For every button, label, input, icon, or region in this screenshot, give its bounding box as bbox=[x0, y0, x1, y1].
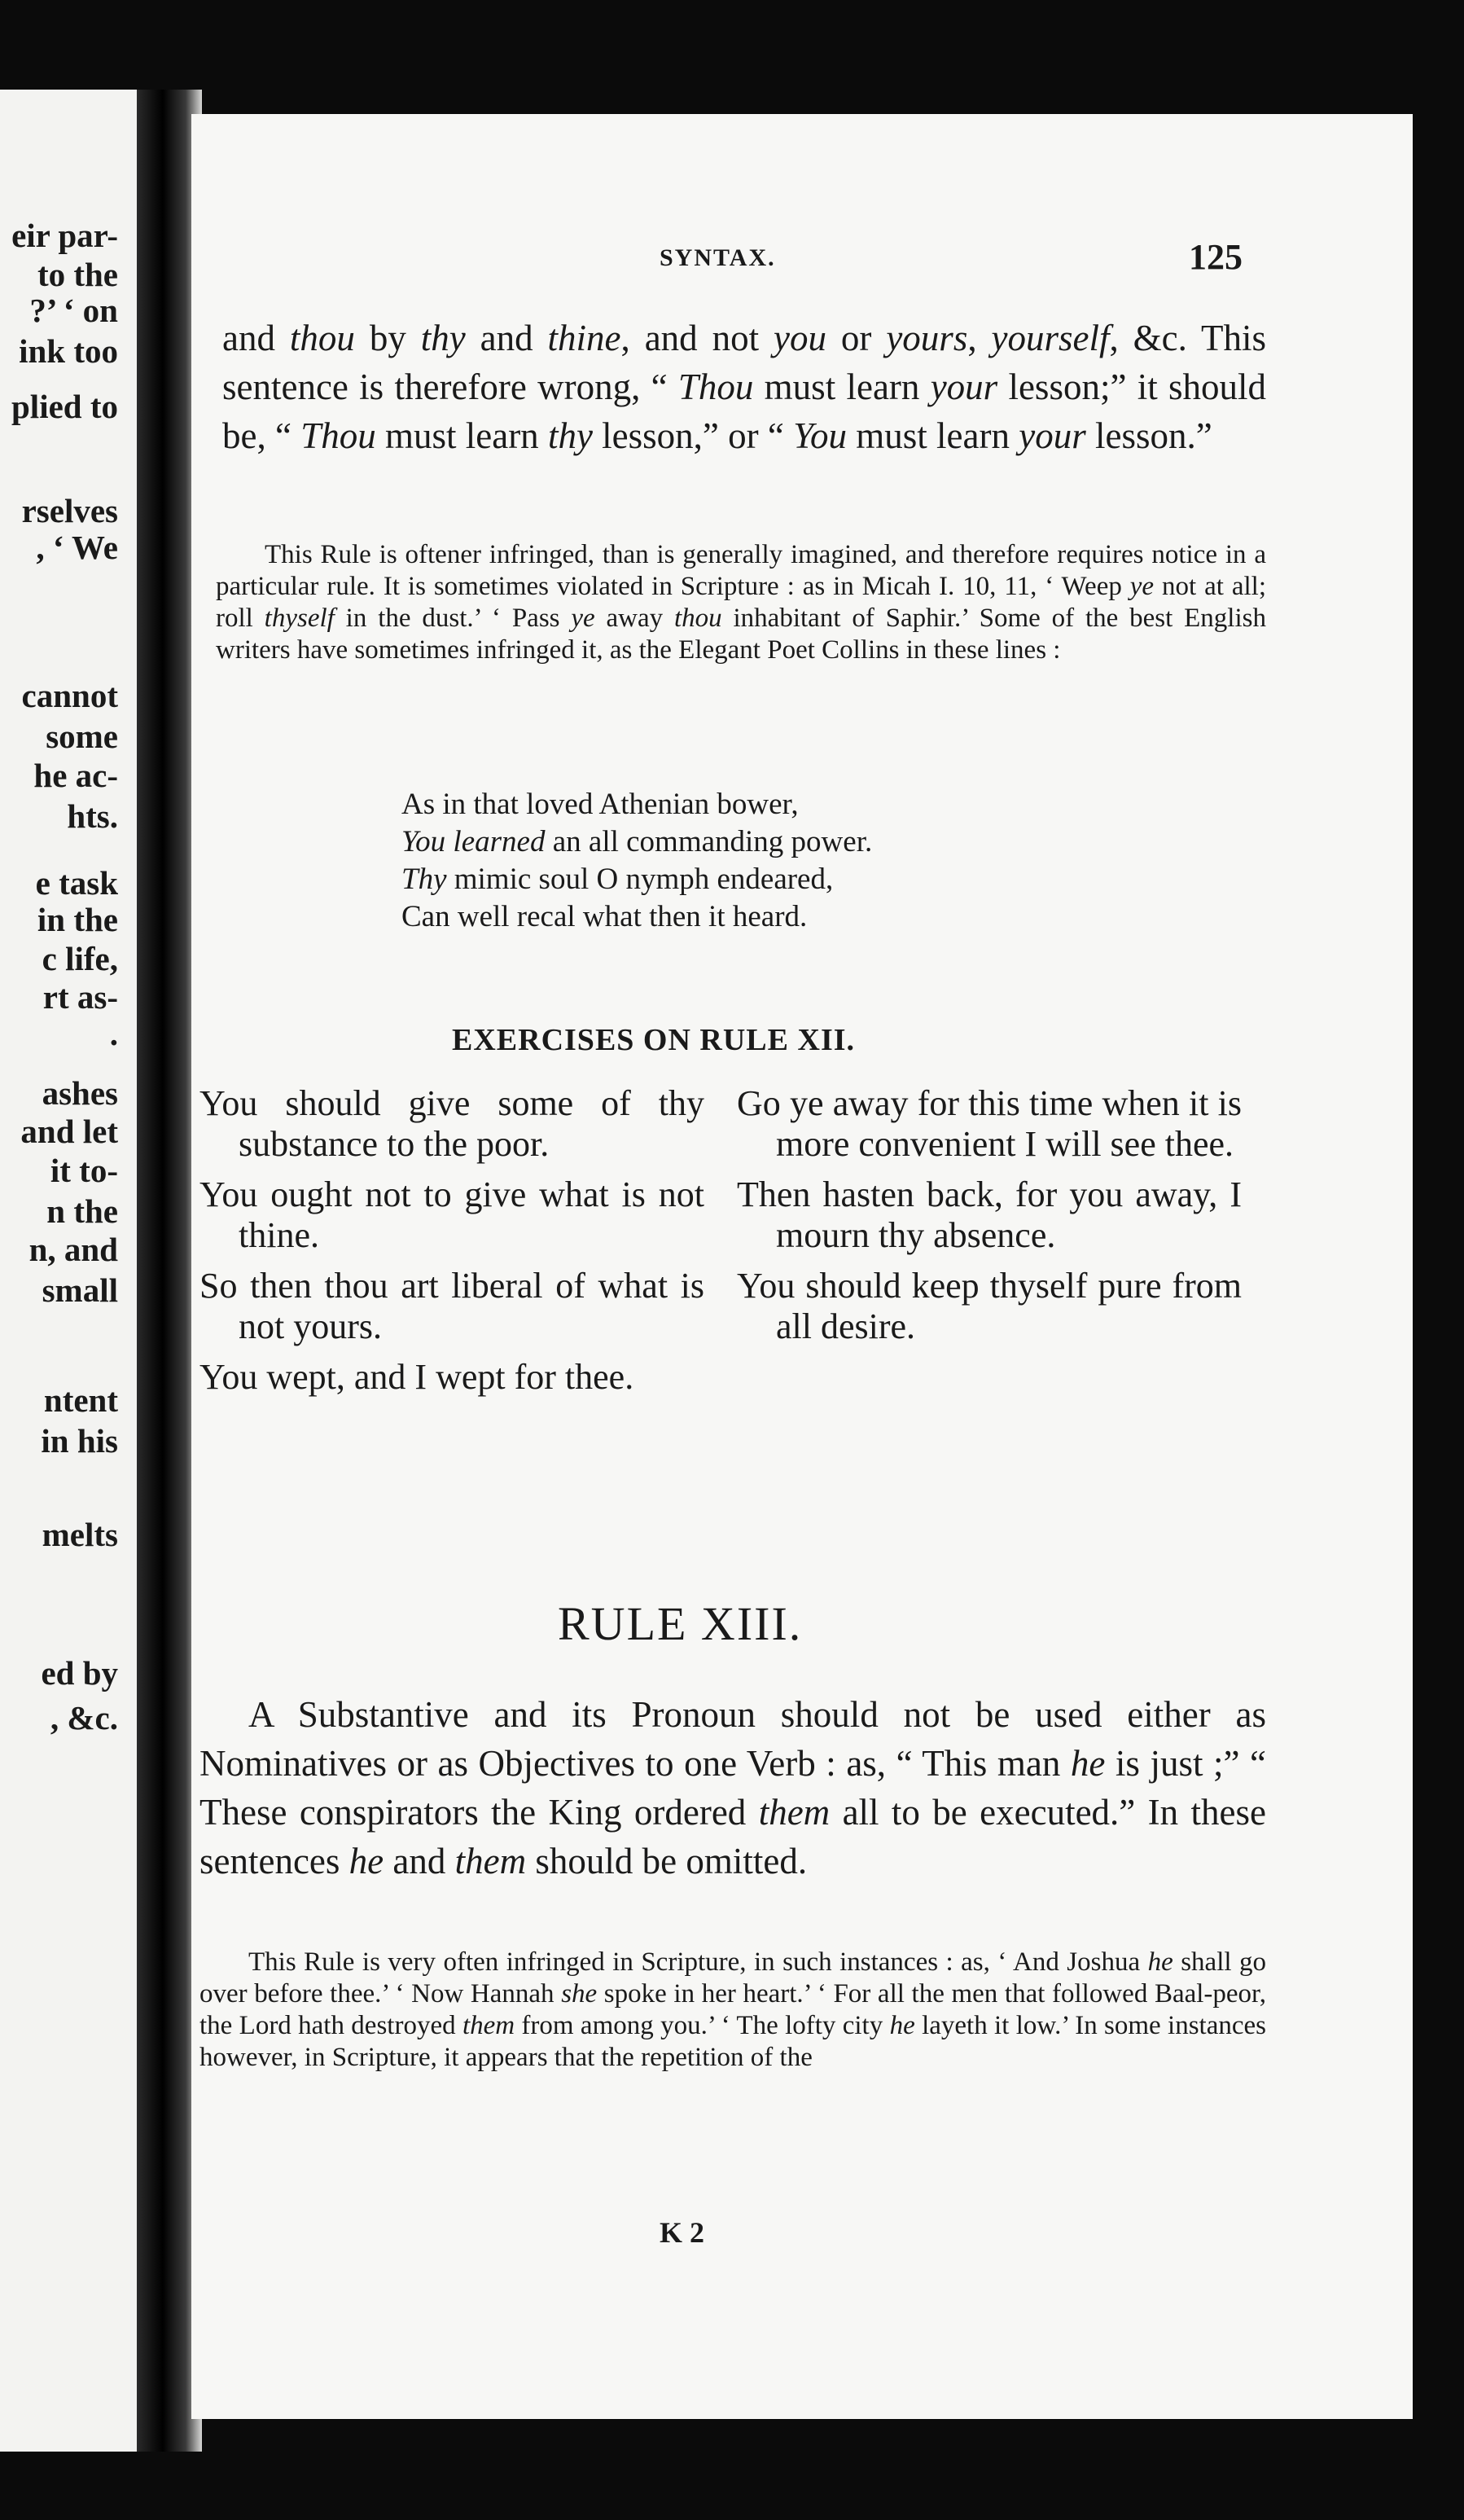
exercise-item: So then thou art liberal of what is not yours. bbox=[199, 1266, 704, 1346]
book-page bbox=[191, 114, 1413, 2419]
left-page-line: , &c. bbox=[50, 1699, 118, 1736]
left-page-line: rt as- bbox=[42, 978, 118, 1016]
left-page-line: c life, bbox=[42, 940, 118, 977]
left-page-line: plied to bbox=[11, 388, 118, 425]
left-page-line: he ac- bbox=[33, 757, 118, 794]
exercises-right-column bbox=[737, 1083, 1242, 1357]
exercises-heading: EXERCISES ON RULE XII. bbox=[452, 1023, 856, 1057]
left-page-line: in his bbox=[41, 1422, 118, 1460]
left-page-line: small bbox=[42, 1271, 118, 1309]
paragraph-continued: and thou by thy and thine, and not you or yours, yourself, &c. This sentence is therefore wrong, “ Thou must learn your lesson;” it should be, “ Thou must learn thy lesson,” or “ You must learn your lesson.” bbox=[222, 318, 1267, 456]
exercise-item: Then hasten back, for you away, I mourn thy absence. bbox=[737, 1174, 1242, 1255]
poem-line-3: Thy mimic soul O nymph endeared, bbox=[401, 863, 834, 896]
left-page-line: melts bbox=[42, 1516, 118, 1553]
left-page-line: cannot bbox=[21, 677, 118, 714]
left-page-line: and let bbox=[20, 1113, 118, 1150]
left-page-line: n the bbox=[46, 1192, 118, 1230]
left-page-line: some bbox=[46, 718, 118, 755]
left-page-line: eir par- bbox=[11, 217, 118, 254]
exercise-item: You should keep thyself pure from all desire. bbox=[737, 1266, 1242, 1346]
left-page-line: , ‘ We bbox=[36, 529, 118, 566]
exercise-item: Go ye away for this time when it is more convenient I will see thee. bbox=[737, 1083, 1242, 1164]
rule-heading: RULE XIII. bbox=[558, 1597, 803, 1650]
signature-mark: K 2 bbox=[660, 2216, 705, 2249]
poem-quote bbox=[401, 786, 872, 936]
poem-line-2: You learned an all commanding power. bbox=[401, 825, 873, 858]
poem-line-4: Can well recal what then it heard. bbox=[401, 900, 808, 933]
exercises-left-column bbox=[199, 1083, 704, 1407]
poem-line-1: As in that loved Athenian bower, bbox=[401, 788, 799, 821]
left-page-line: ashes bbox=[42, 1074, 118, 1112]
left-page-line: ink too bbox=[19, 332, 118, 370]
footnote-rule-12: This Rule is oftener infringed, than is generally imagined, and therefore requires notice in a particular rule. It is sometimes violated in Scripture : as in Micah I. 10, 11, ‘ Weep ye not at all; roll thyself in the dust.’ ‘ Pass ye away thou inhabitant of Saphir.’ Some of the best English writers have sometimes infringed it, as the Elegant Poet Collins in these lines : bbox=[216, 540, 1266, 665]
left-page-line: . bbox=[109, 1015, 118, 1052]
left-page-line: n, and bbox=[28, 1231, 118, 1268]
left-page-line: ?’ ‘ on bbox=[29, 292, 118, 329]
exercise-item: You should give some of thy substance to the poor. bbox=[199, 1083, 704, 1164]
left-page-line: to the bbox=[37, 256, 118, 293]
left-page-line: rselves bbox=[21, 492, 118, 529]
left-page-line: ntent bbox=[43, 1381, 118, 1419]
exercise-item: You wept, and I wept for thee. bbox=[199, 1357, 634, 1397]
footnote-rule-13: This Rule is very often infringed in Scripture, in such instances : as, ‘ And Joshua he shall go over before thee.’ ‘ Now Hannah she spoke in her heart.’ ‘ For all the men that followed Baal-peor, the Lord hath destroyed them from among you.’ ‘ The lofty city he layeth it low.’ In some instances however, in Scripture, it appears that the repetition of the bbox=[199, 1947, 1267, 2072]
exercise-item: You ought not to give what is not thine. bbox=[199, 1174, 704, 1255]
page-number: 125 bbox=[1189, 237, 1243, 277]
rule-13-text: A Substantive and its Pronoun should not be used either as Nominatives or as Objectives to one Verb : as, “ This man he is just ;” “ These conspirators the King ordered them all to be executed.” In these sentences he and them should be omitted. bbox=[199, 1694, 1266, 1881]
left-page-line: hts. bbox=[67, 797, 118, 835]
left-page-line: ed by bbox=[41, 1654, 118, 1692]
left-page-line: it to- bbox=[50, 1152, 118, 1189]
left-page-line: e task bbox=[35, 864, 118, 902]
left-page-line: in the bbox=[37, 901, 118, 938]
running-header: SYNTAX. bbox=[660, 244, 776, 271]
